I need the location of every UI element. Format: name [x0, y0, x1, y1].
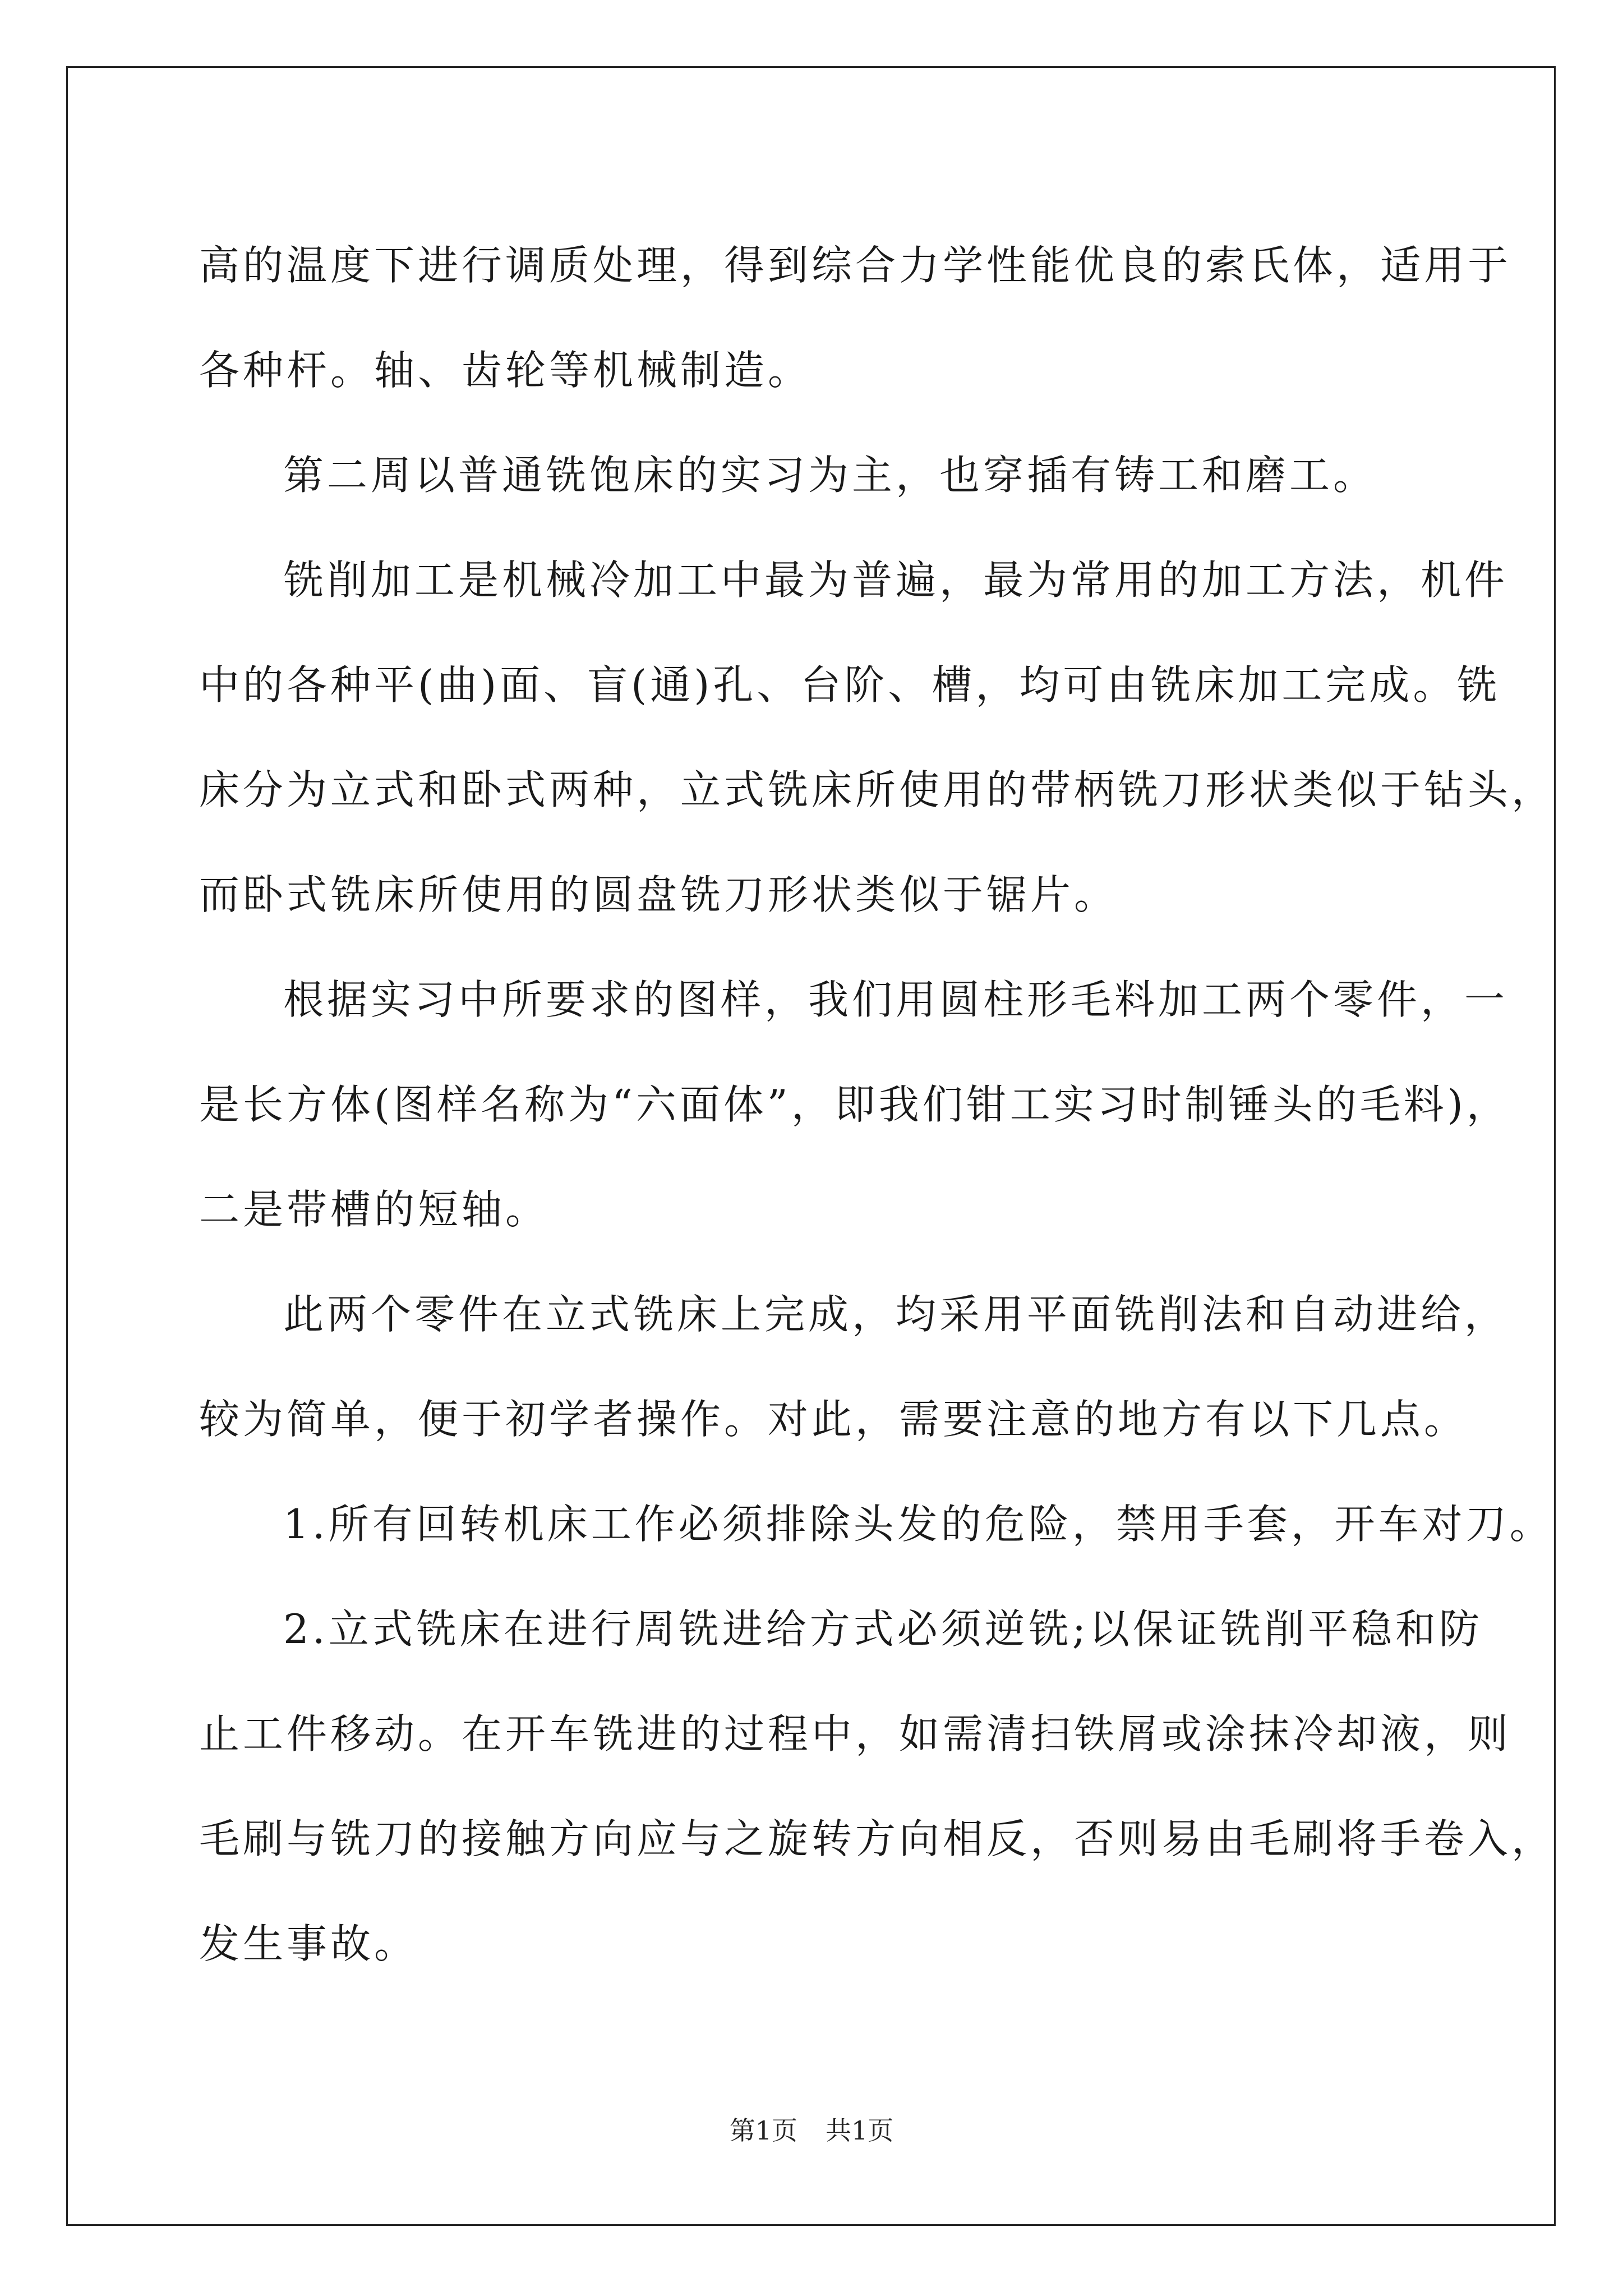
page-footer	[0, 2114, 1623, 2147]
text-line: 中的各种平(曲)面、盲(通)孔、台阶、槽，均可由铣床加工完成。铣	[199, 661, 1501, 708]
page-number-current: 第1页	[729, 2115, 797, 2146]
page-number-total: 共1页	[826, 2115, 894, 2146]
text-line: 床分为立式和卧式两种，立式铣床所使用的带柄铣刀形状类似于钻头，	[199, 766, 1556, 813]
text-line: 高的温度下进行调质处理，得到综合力学性能优良的索氏体，适用于	[199, 242, 1512, 289]
text-line: 铣削加工是机械冷加工中最为普遍，最为常用的加工方法，机件	[283, 556, 1509, 604]
document-body	[199, 213, 1556, 1996]
text-line: 2.立式铣床在进行周铣进给方式必须逆铣;以保证铣削平稳和防	[283, 1605, 1483, 1653]
text-line: 是长方体(图样名称为“六面体”，即我们钳工实习时制锤头的毛料)，	[199, 1081, 1510, 1128]
text-line: 而卧式铣床所使用的圆盘铣刀形状类似于锯片。	[199, 871, 1118, 918]
text-line: 第二周以普通铣饱床的实习为主，也穿插有铸工和磨工。	[283, 452, 1377, 499]
text-line: 发生事故。	[199, 1920, 418, 1967]
text-line: 毛刷与铣刀的接触方向应与之旋转方向相反，否则易由毛刷将手卷入，	[199, 1815, 1556, 1862]
text-line: 二是带槽的短轴。	[199, 1186, 550, 1233]
text-line: 各种杆。轴、齿轮等机械制造。	[199, 347, 812, 394]
text-line: 此两个零件在立式铣床上完成，均采用平面铣削法和自动进给，	[283, 1291, 1509, 1338]
text-line: 1.所有回转机床工作必须排除头发的危险，禁用手套，开车对刀。	[283, 1501, 1553, 1548]
text-line: 根据实习中所要求的图样，我们用圆柱形毛料加工两个零件，一	[283, 976, 1509, 1023]
text-line: 较为简单，便于初学者操作。对此，需要注意的地方有以下几点。	[199, 1396, 1468, 1443]
text-line: 止工件移动。在开车铣进的过程中，如需清扫铁屑或涂抹冷却液，则	[199, 1710, 1512, 1757]
